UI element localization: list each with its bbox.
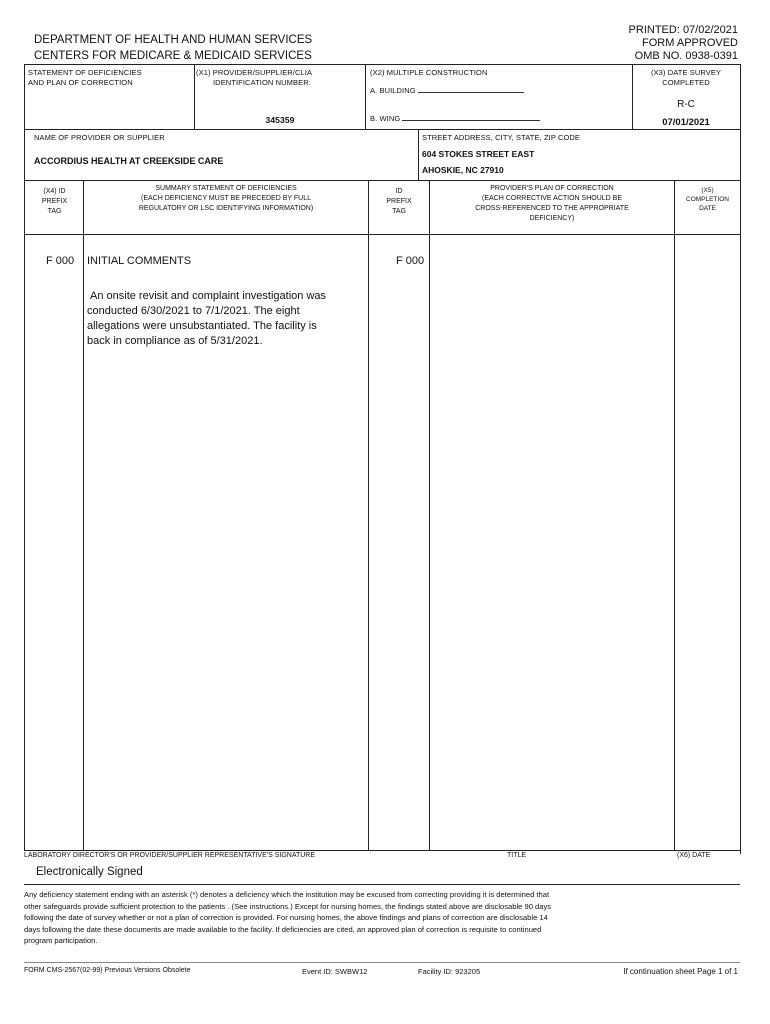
entry-comment: An onsite revisit and complaint investigation was conducted 6/30/2021 to 7/1/2021. The eight allegations were unsubstantiated. The facility is back in compliance as of 5/31/2021. (87, 290, 327, 347)
building-label: A. BUILDING (370, 85, 540, 96)
title-label: TITLE (507, 852, 527, 859)
disclaimer: Any deficiency statement ending with an asterisk (*) denotes a deficiency which the institution may be excused from correcting providing it is determined that other safeguards provide sufficient protection to the patients . (See instructions.) Except for nursing homes, the findings stated above are disclosable 90 days following the date of survey whether or not a plan of correction is provided. For nursing homes, the above findings and plans of correction are disclosable 14 days following the date these documents are made available to the facility. If deficiencies are cited, an approved plan of correction is requisite to continued program participation. (24, 890, 552, 945)
signature-label: LABORATORY DIRECTOR'S OR PROVIDER/SUPPLIER REPRESENTATIVE'S SIGNATURE (24, 852, 316, 859)
x3-label: (X3) DATE SURVEY COMPLETED (650, 68, 722, 87)
printed-date: PRINTED: 07/02/2021 (628, 24, 738, 36)
summary-header: SUMMARY STATEMENT OF DEFICIENCIES (EACH DEFICIENCY MUST BE PRECEDED BY FULL REGULATORY OR LSC IDENTIFYING INFORMATION) (138, 185, 314, 212)
entry-tag-right: F 000 (396, 255, 425, 267)
facility-id: Facility ID: 923205 (418, 967, 481, 976)
electronic-signature: Electronically Signed (36, 866, 143, 878)
event-id: Event ID: SWBW12 (302, 967, 368, 976)
provider-name-label: NAME OF PROVIDER OR SUPPLIER (34, 133, 165, 142)
entry-tag-left: F 000 (46, 255, 75, 267)
omb-number: OMB NO. 0938-0391 (634, 50, 738, 62)
x1-value: 345359 (265, 115, 295, 125)
x5-header: (X5) COMPLETION DATE (686, 187, 729, 212)
x2-label: (X2) MULTIPLE CONSTRUCTION (370, 68, 488, 77)
x1-label: (X1) PROVIDER/SUPPLIER/CLIA IDENTIFICATION NUMBER: (196, 68, 313, 87)
address-line1: 604 STOKES STREET EAST (422, 149, 535, 159)
entry-title: INITIAL COMMENTS (87, 255, 192, 267)
address-line2: AHOSKIE, NC 27910 (422, 165, 504, 175)
form-number: FORM CMS-2567(02-99) Previous Versions Obsolete (24, 967, 191, 974)
address-label: STREET ADDRESS, CITY, STATE, ZIP CODE (422, 133, 581, 142)
provider-name: ACCORDIUS HEALTH AT CREEKSIDE CARE (34, 156, 224, 166)
x3-date: 07/01/2021 (662, 117, 710, 128)
id-prefix-header: ID PREFIX TAG (386, 188, 412, 215)
x4-header: (X4) ID PREFIX TAG (41, 188, 68, 215)
page-number: If continuation sheet Page 1 of 1 (623, 967, 738, 976)
plan-header: PROVIDER'S PLAN OF CORRECTION (EACH CORRECTIVE ACTION SHOULD BE CROSS-REFERENCED TO THE APPROPRIATE DEFICIENCY) (475, 185, 629, 222)
form-approved: FORM APPROVED (642, 37, 738, 49)
date-label: (X6) DATE (677, 852, 711, 859)
statement-label: STATEMENT OF DEFICIENCIES AND PLAN OF CORRECTION (28, 68, 142, 87)
department-name: DEPARTMENT OF HEALTH AND HUMAN SERVICES (34, 34, 313, 46)
centers-name: CENTERS FOR MEDICARE & MEDICAID SERVICES (34, 50, 312, 62)
x3-code: R-C (677, 99, 695, 110)
wing-label: B. WING (370, 113, 550, 124)
